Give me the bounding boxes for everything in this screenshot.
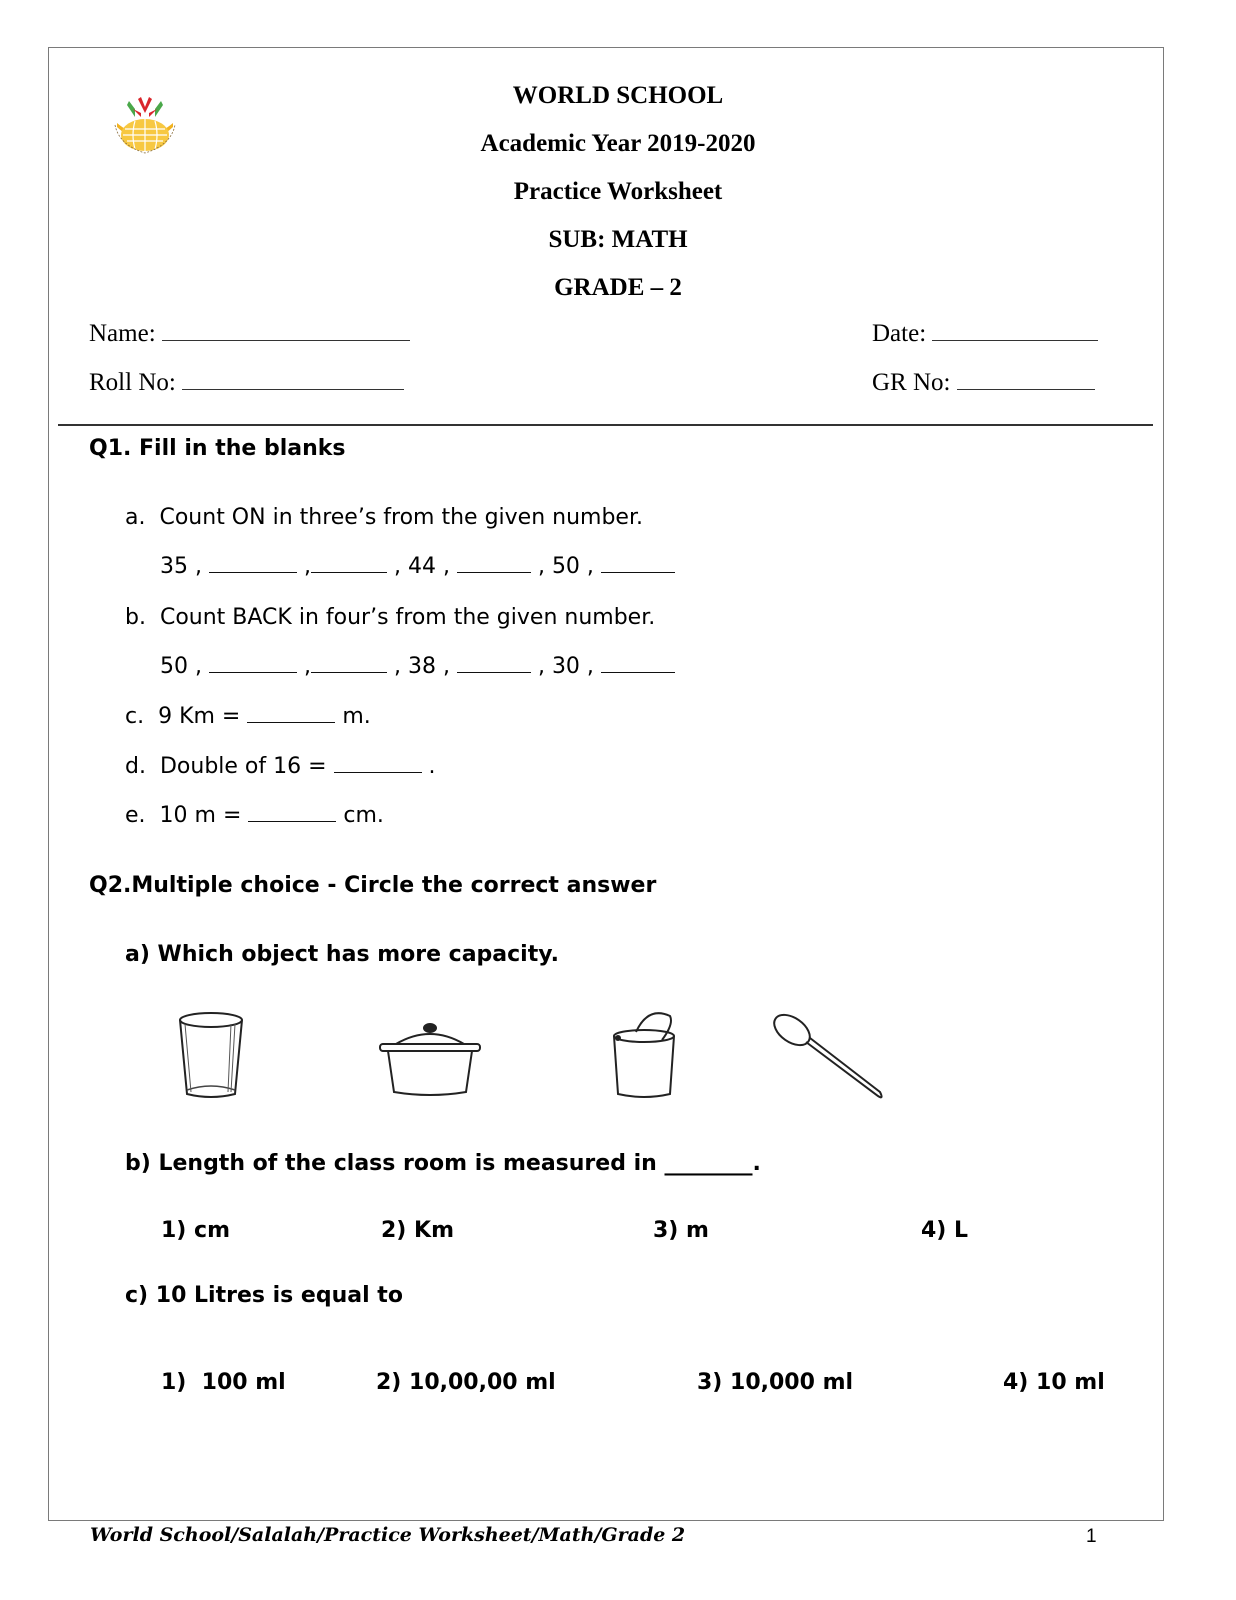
gr-no-label: GR No: [872,369,951,396]
date-input-line[interactable] [932,320,1098,341]
q1a-text: Count ON in three’s from the given number. [159,505,643,530]
q1a-label: a. [125,505,146,530]
q1d-label: d. [125,754,146,779]
header-divider [58,424,1153,426]
academic-year: Academic Year 2019-2020 [480,130,756,157]
spoon-icon[interactable] [770,1010,888,1102]
seq-value: 38 [407,654,436,679]
q1c-text: 9 Km = [158,704,241,729]
q2c-option-4[interactable]: 4) 10 ml [1003,1370,1105,1395]
seq-value: 50 [160,654,188,679]
q2c-option-1[interactable]: 1) 100 ml [161,1370,286,1395]
name-field[interactable] [89,320,410,348]
gr-no-input-line[interactable] [957,369,1095,390]
blank[interactable] [311,554,387,573]
q1b-sequence: 50 , , , 38 , , 30 , [160,654,675,679]
glass-icon[interactable] [175,1010,247,1100]
roll-no-label: Roll No: [89,369,176,396]
q1e-label: e. [125,803,146,828]
q1b-text: Count BACK in four’s from the given number. [159,605,656,630]
q2b-question: b) Length of the class room is measured in ________. [125,1151,761,1176]
name-label: Name: [89,320,156,347]
blank[interactable] [601,554,675,573]
q1c-label: c. [125,704,145,729]
name-input-line[interactable] [162,320,410,341]
q1d [125,754,436,779]
q1a-prompt [125,505,643,530]
roll-no-input-line[interactable] [182,369,404,390]
q1d-text: Double of 16 = [159,754,327,779]
q2c-option-3[interactable]: 3) 10,000 ml [697,1370,854,1395]
seq-value: 50 [551,554,580,579]
blank[interactable] [457,654,531,673]
q1e-text: 10 m = [159,803,242,828]
q2-title: Q2.Multiple choice - Circle the correct answer [89,873,657,898]
q2b-option-4[interactable]: 4) L [921,1218,969,1243]
seq-value: 30 [551,654,580,679]
blank[interactable] [247,704,335,723]
q1a-sequence: 35 , , , 44 , , 50 , [160,554,675,579]
footer-path: World School/Salalah/Practice Worksheet/Math/Grade 2 [90,1524,686,1546]
gr-no-field[interactable] [872,369,1095,397]
page-number: 1 [1086,1526,1097,1547]
blank[interactable] [334,754,422,773]
q1c-unit: m. [342,704,371,729]
bucket-icon[interactable] [608,1010,680,1100]
worksheet-title: Practice Worksheet [513,178,723,205]
q1-title: Q1. Fill in the blanks [89,436,346,461]
cooking-pot-icon[interactable] [376,1018,484,1098]
seq-value: 44 [407,554,436,579]
date-field[interactable] [872,320,1098,348]
date-label: Date: [872,320,927,347]
q2b-option-3[interactable]: 3) m [653,1218,709,1243]
roll-no-field[interactable] [89,369,404,397]
q1b-prompt [125,605,655,630]
q2a-question: a) Which object has more capacity. [125,942,559,967]
q1d-end: . [428,754,436,779]
seq-value: 35 [160,554,188,579]
blank[interactable] [457,554,531,573]
q2c-option-2[interactable]: 2) 10,00,00 ml [376,1370,556,1395]
q1e [125,803,384,828]
blank[interactable] [209,654,297,673]
blank[interactable] [311,654,387,673]
blank[interactable] [209,554,297,573]
blank[interactable] [601,654,675,673]
school-name: WORLD SCHOOL [512,82,724,109]
q1b-label: b. [125,605,146,630]
q2b-option-2[interactable]: 2) Km [381,1218,454,1243]
q2c-question: c) 10 Litres is equal to [125,1283,403,1308]
q2b-option-1[interactable]: 1) cm [161,1218,230,1243]
subject: SUB: MATH [548,226,688,253]
q1c [125,704,371,729]
grade: GRADE – 2 [554,274,682,301]
q1e-unit: cm. [343,803,384,828]
blank[interactable] [248,803,336,822]
